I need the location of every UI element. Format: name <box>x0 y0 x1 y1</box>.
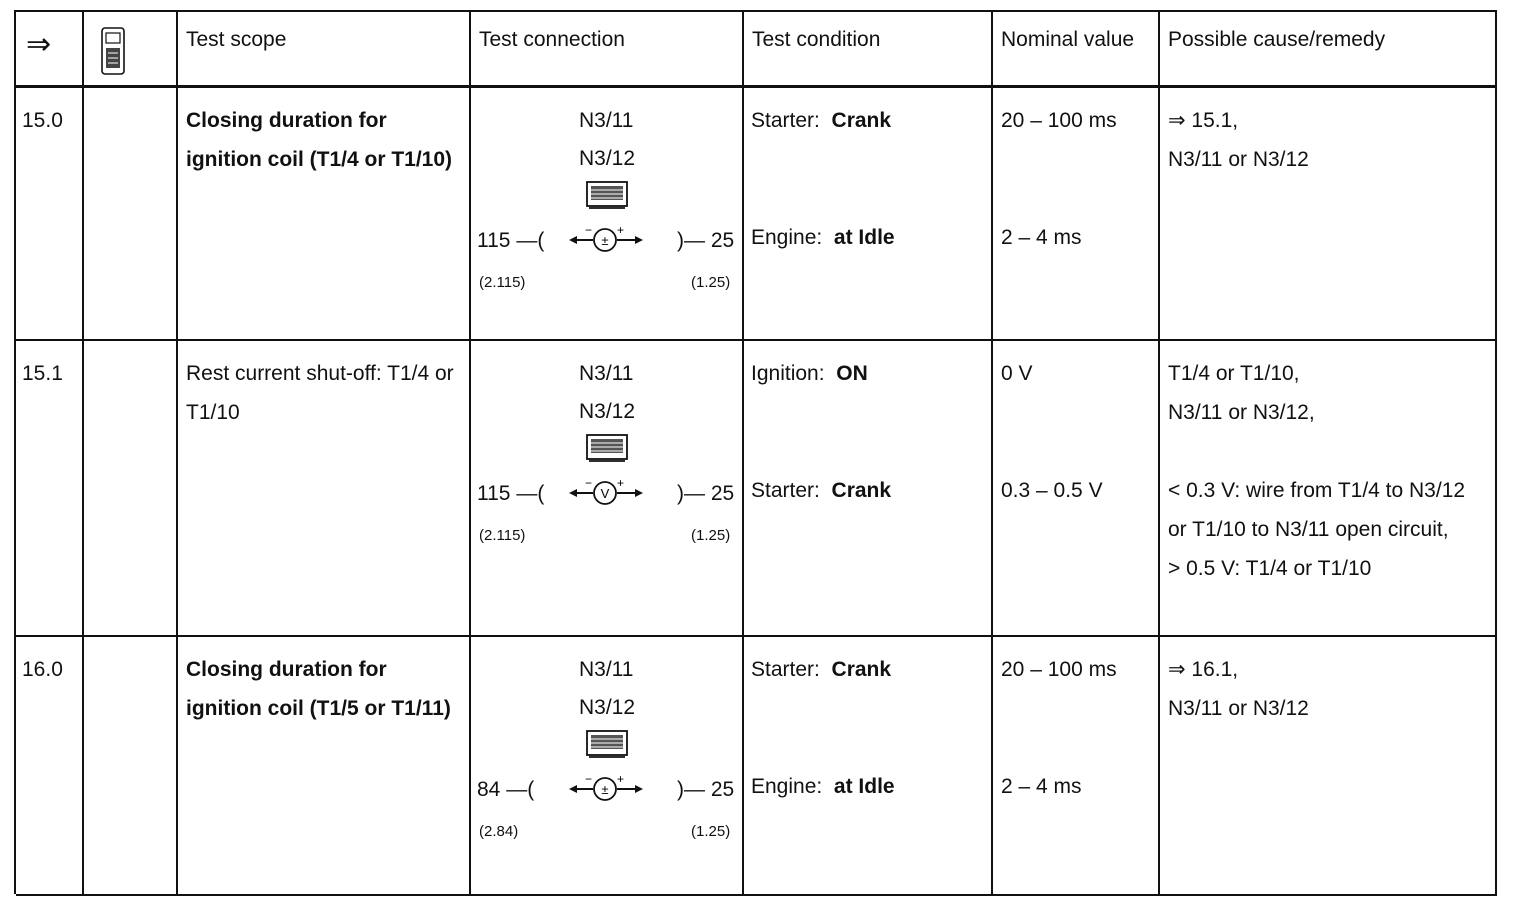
nominal-value-cell <box>993 637 1160 894</box>
cause-line: > 0.5 V: T1/4 or T1/10 <box>1168 557 1372 580</box>
nominal-value: 0 V <box>1001 362 1033 385</box>
right-pin: )— 25 <box>677 229 735 252</box>
meter-icon <box>567 222 647 258</box>
component-label: N3/12 <box>579 147 636 170</box>
component-label: N3/11 <box>579 362 634 385</box>
meter-label: V <box>600 486 610 501</box>
nominal-value: 2 – 4 ms <box>1001 226 1082 249</box>
header-test-condition-cell <box>744 12 993 85</box>
connector-box-icon <box>585 433 629 463</box>
nominal-value: 20 – 100 ms <box>1001 658 1117 681</box>
test-condition-cell <box>744 637 993 894</box>
component-label: N3/12 <box>579 696 636 719</box>
header-test-scope: Test scope <box>186 28 287 51</box>
step-number: 15.1 <box>22 362 63 385</box>
tester-cell <box>84 637 178 894</box>
svg-text:+: + <box>617 476 625 490</box>
right-pin-sub: (1.25) <box>691 274 731 291</box>
left-pin-sub: (2.84) <box>479 823 519 840</box>
possible-cause-cell <box>1160 88 1497 339</box>
step-cell <box>16 88 84 339</box>
step-number: 15.0 <box>22 109 63 132</box>
test-scope-line: Closing duration for <box>186 658 387 681</box>
cause-line: or T1/10 to N3/11 open circuit, <box>1168 518 1449 541</box>
left-pin-sub: (2.115) <box>479 527 526 544</box>
right-pin-sub: (1.25) <box>691 527 731 544</box>
condition-line: Starter: Crank <box>751 658 892 681</box>
header-nominal-value: Nominal value <box>1001 28 1135 51</box>
test-scope-line: Closing duration for <box>186 109 387 132</box>
component-label: N3/11 <box>579 658 634 681</box>
test-connection-cell <box>471 341 744 635</box>
condition-line: Starter: Crank <box>751 109 892 132</box>
cause-line: N3/11 or N3/12, <box>1168 401 1315 424</box>
test-connection-cell <box>471 637 744 894</box>
table-row <box>16 341 1497 637</box>
test-scope-line: ignition coil (T1/4 or T1/10) <box>186 148 453 171</box>
possible-cause-cell <box>1160 341 1497 635</box>
tester-device-icon <box>100 26 126 76</box>
connector-box-icon <box>585 729 629 759</box>
cause-line: T1/4 or T1/10, <box>1168 362 1300 385</box>
left-pin-sub: (2.115) <box>479 274 526 291</box>
component-label: N3/12 <box>579 400 636 423</box>
step-cell <box>16 637 84 894</box>
header-test-connection-cell <box>471 12 744 85</box>
svg-text:−: − <box>585 223 593 237</box>
nominal-value: 20 – 100 ms <box>1001 109 1117 132</box>
right-pin-sub: (1.25) <box>691 823 731 840</box>
table-header <box>16 12 1497 88</box>
header-test-scope-cell <box>178 12 471 85</box>
svg-text:+: + <box>617 223 625 237</box>
svg-text:+: + <box>617 772 625 786</box>
test-condition-cell <box>744 341 993 635</box>
header-test-connection: Test connection <box>479 28 625 51</box>
connector-box-icon <box>585 180 629 210</box>
condition-line: Starter: Crank <box>751 479 892 502</box>
table-row <box>16 88 1497 341</box>
cause-line: N3/11 or N3/12 <box>1168 697 1309 720</box>
test-scope-line: ignition coil (T1/5 or T1/11) <box>186 697 451 720</box>
cause-line: < 0.3 V: wire from T1/4 to N3/12 <box>1168 479 1466 502</box>
test-scope-line: T1/10 <box>186 401 240 424</box>
right-pin: )— 25 <box>677 778 735 801</box>
meter-label: ± <box>601 233 609 248</box>
nominal-value-cell <box>993 341 1160 635</box>
left-pin: 115 —( <box>477 229 545 252</box>
test-condition-cell <box>744 88 993 339</box>
table-row <box>16 637 1497 896</box>
tester-cell <box>84 88 178 339</box>
cause-line: N3/11 or N3/12 <box>1168 148 1309 171</box>
tester-cell <box>84 341 178 635</box>
right-pin: )— 25 <box>677 482 735 505</box>
svg-text:−: − <box>585 772 593 786</box>
test-connection-cell <box>471 88 744 339</box>
step-number: 16.0 <box>22 658 63 681</box>
condition-line: Engine: at Idle <box>751 226 895 249</box>
header-arrow-cell <box>16 12 84 85</box>
header-possible-cause: Possible cause/remedy <box>1168 28 1386 51</box>
svg-text:−: − <box>585 476 593 490</box>
component-label: N3/11 <box>579 109 634 132</box>
nominal-value-cell <box>993 88 1160 339</box>
header-test-condition: Test condition <box>752 28 881 51</box>
cause-line: ⇒ 16.1, <box>1168 658 1239 681</box>
left-pin: 115 —( <box>477 482 545 505</box>
nominal-value: 0.3 – 0.5 V <box>1001 479 1103 502</box>
test-scope-cell <box>178 88 471 339</box>
right-double-arrow-icon: ⇒ <box>26 28 52 61</box>
header-tester-cell <box>84 12 178 85</box>
header-nominal-value-cell <box>993 12 1160 85</box>
test-scope-line: Rest current shut-off: T1/4 or <box>186 362 454 385</box>
possible-cause-cell <box>1160 637 1497 894</box>
test-table <box>14 10 1497 894</box>
nominal-value: 2 – 4 ms <box>1001 775 1082 798</box>
header-possible-cause-cell <box>1160 12 1497 85</box>
meter-icon <box>567 475 647 511</box>
meter-label: ± <box>601 782 609 797</box>
meter-icon <box>567 771 647 807</box>
left-pin: 84 —( <box>477 778 535 801</box>
step-cell <box>16 341 84 635</box>
cause-line: ⇒ 15.1, <box>1168 109 1239 132</box>
condition-line: Engine: at Idle <box>751 775 895 798</box>
condition-line: Ignition: ON <box>751 362 868 385</box>
test-scope-cell <box>178 637 471 894</box>
test-scope-cell <box>178 341 471 635</box>
